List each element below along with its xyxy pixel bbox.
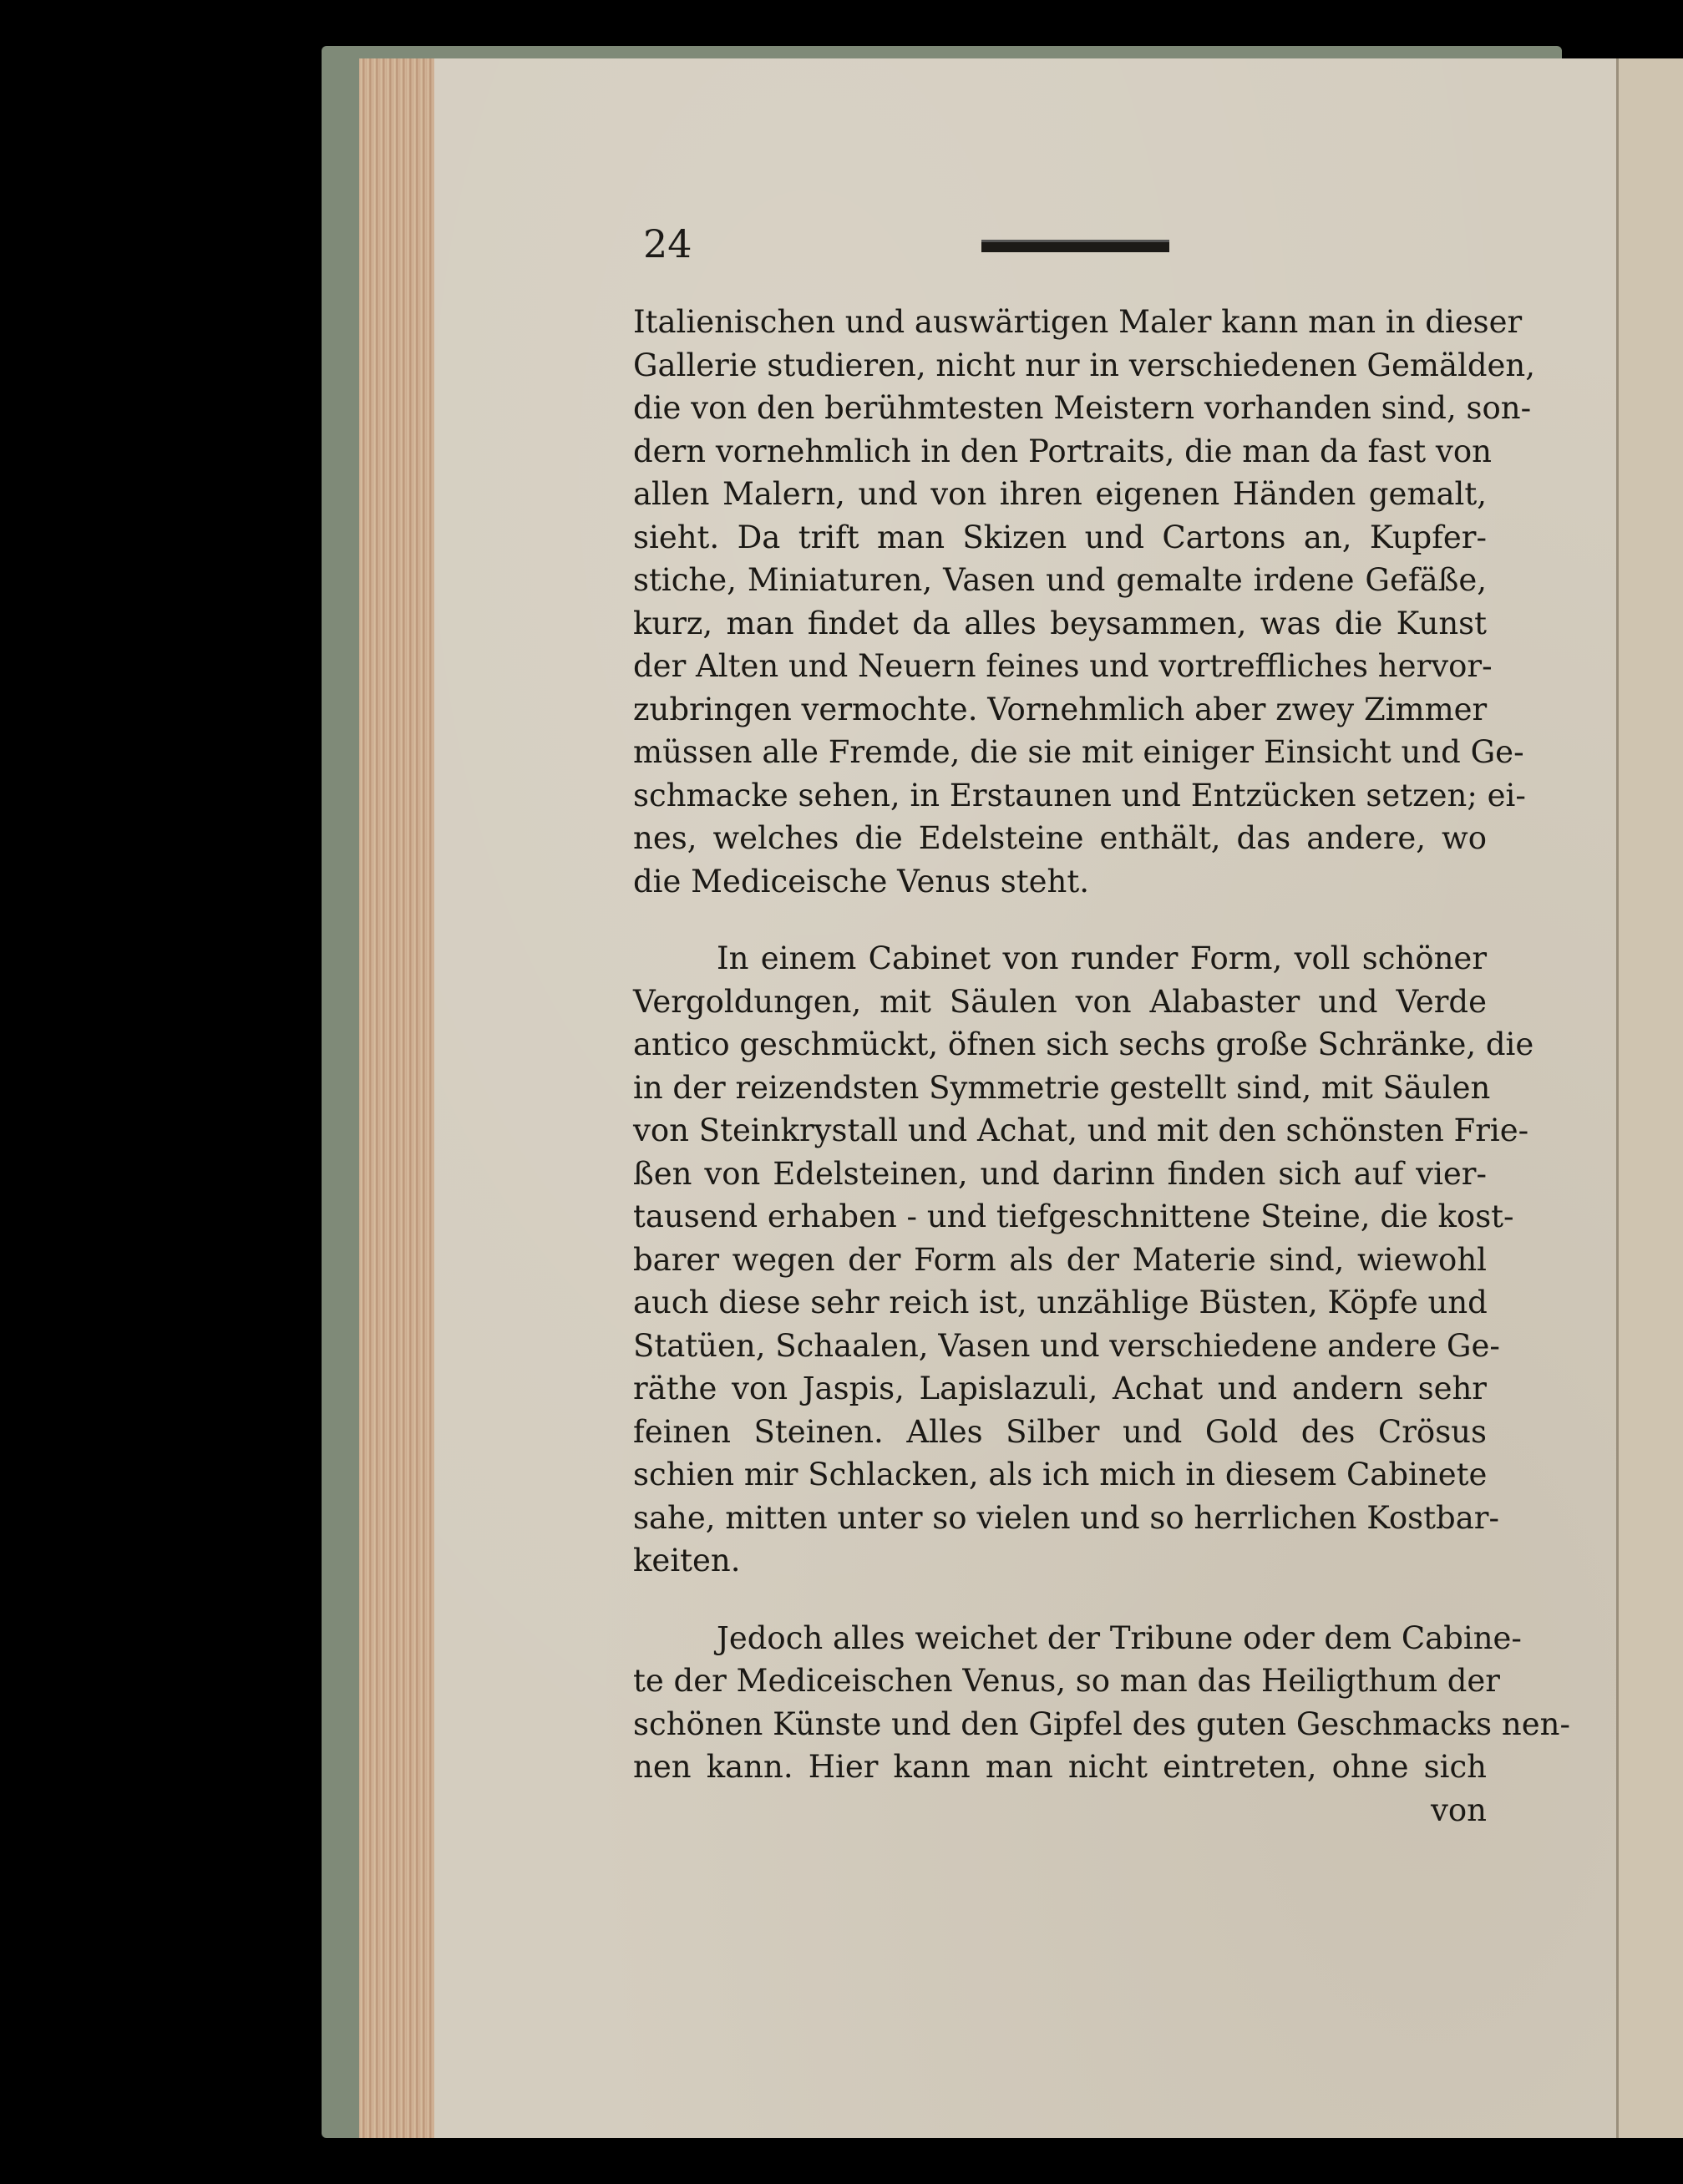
text-line: sieht. Da trift man Skizen und Cartons an, Kupfer- bbox=[633, 519, 1487, 555]
text-line: antico geschmückt, öfnen sich sechs große Schränke, die bbox=[633, 1026, 1534, 1062]
header-rule bbox=[981, 240, 1169, 252]
text-line: allen Malern, und von ihren eigenen Händen gemalt, bbox=[633, 476, 1487, 512]
text-line: Gallerie studieren, nicht nur in verschiedenen Gemälden, bbox=[633, 347, 1536, 383]
adjacent-page-edge bbox=[1616, 58, 1683, 2138]
text-line: von Steinkrystall und Achat, und mit den schönsten Frie- bbox=[633, 1112, 1529, 1148]
text-line: auch diese sehr reich ist, unzählige Büsten, Köpfe und bbox=[633, 1285, 1488, 1320]
paragraph-gap bbox=[633, 1583, 1487, 1617]
text-line: nes, welches die Edelsteine enthält, das andere, wo bbox=[633, 820, 1487, 856]
text-line: Statüen, Schaalen, Vasen und verschiedene andere Ge- bbox=[633, 1327, 1500, 1364]
catchword: von bbox=[1430, 1791, 1487, 1828]
text-line: Italienischen und auswärtigen Maler kann man in dieser bbox=[633, 304, 1523, 340]
text-line: in der reizendsten Symmetrie gestellt sind, mit Säulen bbox=[633, 1069, 1491, 1106]
text-line: Jedoch alles weichet der Tribune oder dem Cabine- bbox=[717, 1619, 1522, 1656]
text-line: nen kann. Hier kann man nicht eintreten, ohne sich bbox=[633, 1749, 1487, 1785]
text-line: feinen Steinen. Alles Silber und Gold des Crösus bbox=[633, 1413, 1487, 1450]
text-line: stiche, Miniaturen, Vasen und gemalte irdene Gefäße, bbox=[633, 562, 1487, 598]
text-line: barer wegen der Form als der Materie sind, wiewohl bbox=[633, 1241, 1487, 1278]
text-line: sahe, mitten unter so vielen und so herrlichen Kostbar- bbox=[633, 1499, 1499, 1536]
text-line: die von den berühmtesten Meistern vorhanden sind, son- bbox=[633, 390, 1532, 426]
paragraph-gap bbox=[633, 903, 1487, 937]
text-line: dern vornehmlich in den Portraits, die man da fast von bbox=[633, 433, 1492, 469]
text-line: die Mediceische Venus steht. bbox=[633, 863, 1089, 899]
page-text bbox=[633, 301, 1570, 1832]
text-line: räthe von Jaspis, Lapislazuli, Achat und andern sehr bbox=[633, 1371, 1487, 1406]
text-line: te der Mediceischen Venus, so man das Heiligthum der bbox=[633, 1663, 1500, 1699]
text-line: keiten. bbox=[633, 1543, 741, 1578]
text-line: tausend erhaben - und tiefgeschnittene Steine, die kost- bbox=[633, 1198, 1514, 1234]
text-line: der Alten und Neuern feines und vortreffliches hervor- bbox=[633, 648, 1493, 684]
text-line: schmacke sehen, in Erstaunen und Entzücken setzen; ei- bbox=[633, 777, 1526, 813]
page-number: 24 bbox=[643, 221, 692, 266]
paragraph-3 bbox=[633, 1617, 1570, 1832]
text-line: In einem Cabinet von runder Form, voll schöner bbox=[717, 940, 1487, 976]
paragraph-2 bbox=[633, 937, 1534, 1583]
text-line: müssen alle Fremde, die sie mit einiger Einsicht und Ge- bbox=[633, 734, 1524, 770]
text-line: schien mir Schlacken, als ich mich in diesem Cabinete bbox=[633, 1457, 1488, 1492]
page-header bbox=[643, 221, 1487, 271]
text-line: zubringen vermochte. Vornehmlich aber zwey Zimmer bbox=[633, 691, 1488, 727]
text-line: schönen Künste und den Gipfel des guten Geschmacks nen- bbox=[633, 1705, 1570, 1742]
text-line: kurz, man findet da alles beysammen, was die Kunst bbox=[633, 605, 1487, 641]
paragraph-1 bbox=[633, 301, 1536, 903]
text-line: ßen von Edelsteinen, und darinn finden sich auf vier- bbox=[633, 1155, 1487, 1192]
text-line: Vergoldungen, mit Säulen von Alabaster und Verde bbox=[633, 983, 1487, 1020]
